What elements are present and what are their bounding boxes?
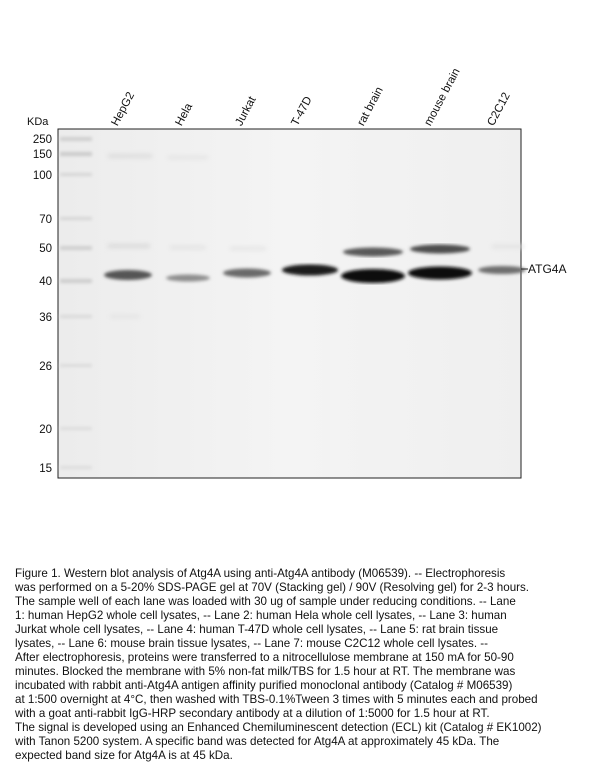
band-label-atg4a: ATG4A bbox=[528, 262, 567, 276]
kda-unit-label: KDa bbox=[27, 116, 49, 128]
lane-label-c2c12: C2C12 bbox=[485, 90, 513, 128]
caption-line: lysates, -- Lane 6: mouse brain tissue lysates, -- Lane 7: mouse C2C12 whole cell lysates. -- bbox=[15, 637, 488, 650]
marker-250: 250 bbox=[32, 134, 52, 146]
lane-label-hela: Hela bbox=[173, 101, 196, 128]
marker-36: 36 bbox=[39, 312, 52, 324]
band-t47d bbox=[282, 265, 338, 276]
caption-line: 1: human HepG2 whole cell lysates, -- Lane 2: human Hela whole cell lysates, -- Lane 3: human bbox=[15, 609, 507, 622]
lane-label-hepg2: HepG2 bbox=[109, 90, 138, 128]
lane-label-rat-brain: rat brain bbox=[355, 85, 386, 128]
figure-caption bbox=[15, 567, 585, 763]
caption-line: The sample well of each lane was loaded with 30 ug of sample under reducing conditions. -- Lane bbox=[15, 595, 516, 608]
marker-50: 50 bbox=[39, 243, 52, 255]
marker-100: 100 bbox=[32, 170, 52, 182]
band-rat-brain bbox=[341, 269, 405, 283]
caption-line: with a goat anti-rabbit IgG-HRP secondary antibody at a dilution of 1:5000 for 1.5 hour at RT. bbox=[15, 707, 490, 720]
marker-150: 150 bbox=[32, 149, 52, 161]
lane-label-t47d: T-47D bbox=[289, 94, 315, 128]
caption-line: Jurkat whole cell lysates, -- Lane 4: human T-47D whole cell lysates, -- Lane 5: rat brain tissue bbox=[15, 623, 499, 636]
caption-line: minutes. Blocked the membrane with 5% non-fat milk/TBS for 1.5 hour at RT. The membrane was bbox=[15, 665, 516, 678]
marker-26: 26 bbox=[39, 361, 52, 373]
band-c2c12 bbox=[478, 266, 526, 274]
caption-line: expected band size for Atg4A is at 45 kDa. bbox=[15, 749, 233, 762]
caption-line: with Tanon 5200 system. A specific band was detected for Atg4A at approximately 45 kDa. The bbox=[15, 735, 500, 748]
caption-line: incubated with rabbit anti-Atg4A antigen affinity purified monoclonal antibody (Catalog # M06539) bbox=[15, 679, 513, 692]
caption-line: Figure 1. Western blot analysis of Atg4A using anti-Atg4A antibody (M06539). -- Electrophoresis bbox=[15, 567, 506, 580]
band-jurkat bbox=[223, 269, 271, 278]
caption-line: was performed on a 5-20% SDS-PAGE gel at 70V (Stacking gel) / 90V (Resolving gel) for 2-3 hours. bbox=[15, 581, 530, 594]
marker-15: 15 bbox=[39, 463, 52, 475]
marker-70: 70 bbox=[39, 214, 52, 226]
marker-20: 20 bbox=[39, 424, 52, 436]
caption-line: at 1:500 overnight at 4°C, then washed with TBS-0.1%Tween 3 times with 5 minutes each and probed bbox=[15, 693, 538, 706]
marker-40: 40 bbox=[39, 276, 52, 288]
caption-line: After electrophoresis, proteins were transferred to a nitrocellulose membrane at 150 mA for 50-90 bbox=[15, 651, 514, 664]
band-hela bbox=[166, 275, 210, 282]
lane-label-mouse-brain: mouse brain bbox=[422, 66, 463, 128]
membrane bbox=[58, 129, 521, 478]
band-mouse-brain bbox=[408, 267, 472, 280]
band-hepg2 bbox=[104, 270, 152, 280]
caption-line: The signal is developed using an Enhanced Chemiluminescent detection (ECL) kit (Catalog # EK1002) bbox=[15, 721, 542, 734]
lane-label-jurkat: Jurkat bbox=[233, 94, 259, 128]
